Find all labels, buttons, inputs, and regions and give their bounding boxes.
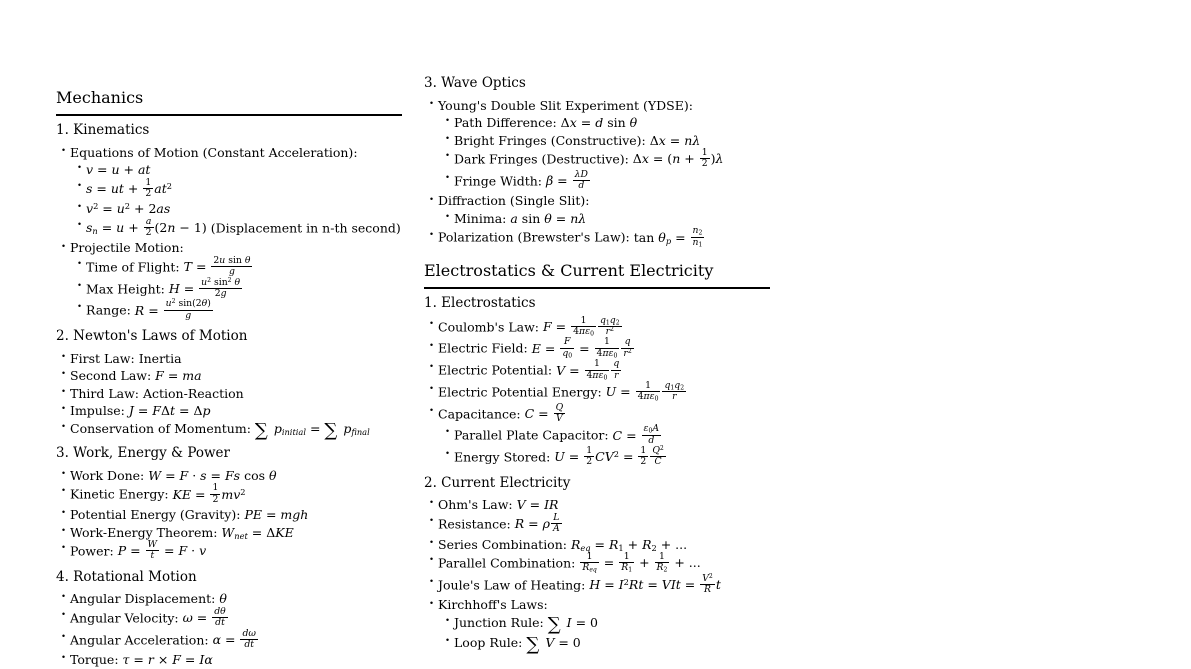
formula-item xyxy=(56,627,402,652)
formula-math: $\tan \theta_p$ = $\frac{n_2}{n_1}$ xyxy=(633,225,703,249)
fraction: $\frac{1}{2}$ xyxy=(586,445,593,468)
formula-item xyxy=(424,360,770,382)
formula-math: Δx = nλ xyxy=(649,132,701,148)
bullet-icon: • xyxy=(61,609,67,620)
formula-item xyxy=(424,149,770,171)
item-label: Capacitance: xyxy=(438,405,521,421)
bullet-icon: • xyxy=(429,194,435,205)
bullet-icon: • xyxy=(61,653,67,664)
item-label: Polarization (Brewster's Law): xyxy=(438,229,630,245)
item-label: Path Difference: xyxy=(454,115,557,131)
item-label: Coulomb's Law: xyxy=(438,319,540,335)
item-label: Resistance: xyxy=(438,516,511,532)
bullet-icon: • xyxy=(445,151,451,162)
item-label: First Law: Inertia xyxy=(70,350,182,366)
fraction: $\frac{1}{4\pi\varepsilon_0}$ xyxy=(596,336,618,360)
item-label: Third Law: Action-Reaction xyxy=(70,385,244,401)
bullet-icon: • xyxy=(61,241,67,252)
item-label: Parallel Combination: xyxy=(438,555,576,571)
formula-item xyxy=(424,614,770,634)
bullet-icon: • xyxy=(445,427,451,438)
bullet-icon: • xyxy=(429,383,435,394)
subsection-heading: 4. Rotational Motion xyxy=(56,568,197,585)
fraction: $\frac{\text{2u sin θ}}{g}$ xyxy=(213,254,251,278)
fraction: $\frac{1}{4\pi\varepsilon_0}$ xyxy=(637,379,659,403)
bullet-icon: • xyxy=(429,555,435,566)
bullet-icon: • xyxy=(429,318,435,329)
item-label: Second Law: xyxy=(70,368,152,384)
fraction: $\frac{1}{2}$ xyxy=(212,482,219,505)
fraction: $\frac{Q^2}{C}$ xyxy=(652,445,664,468)
formula-item xyxy=(424,496,770,514)
formula-item xyxy=(424,401,770,426)
fraction: $\frac{Q}{V}$ xyxy=(555,401,564,424)
item-label: Range: xyxy=(86,302,131,318)
bullet-icon: • xyxy=(61,508,67,519)
bullet-icon: • xyxy=(445,172,451,183)
item-label: Impulse: xyxy=(70,403,125,419)
bullet-icon: • xyxy=(429,515,435,526)
formula-math: KE = $\frac{1}{2}$ $mv^2$ xyxy=(172,482,246,505)
item-label: Fringe Width: xyxy=(454,173,542,189)
formula-item xyxy=(424,114,770,132)
item-label: Young's Double Slit Experiment (YDSE): xyxy=(438,97,693,113)
formula-math: E = $\frac{F}{q_0}$ = $\frac{1}{4\pi\varepsilon_0}$ $\frac{q}{r^2}$ xyxy=(531,336,632,360)
formula-math: Δx = d sin θ xyxy=(560,115,638,131)
bullet-icon: • xyxy=(61,369,67,380)
formula-item xyxy=(424,447,770,469)
formula-math: P = $\frac{W}{t}$ = F · v xyxy=(117,539,207,562)
formula-item xyxy=(56,350,402,368)
bullet-icon: • xyxy=(429,576,435,587)
formula-item xyxy=(56,144,402,162)
formula-math: τ = r × F = Iα xyxy=(122,652,213,668)
formula-item xyxy=(424,511,770,536)
summation-symbol: ∑ xyxy=(526,633,540,655)
formula-item xyxy=(56,215,402,240)
formula-item xyxy=(424,314,770,339)
bullet-icon: • xyxy=(429,598,435,609)
bullet-icon: • xyxy=(61,468,67,479)
item-label: Series Combination: xyxy=(438,536,567,552)
bullet-icon: • xyxy=(429,98,435,109)
formula-math: V = IR xyxy=(516,497,559,513)
formula-item xyxy=(424,168,770,193)
item-label: Angular Displacement: xyxy=(70,591,216,607)
formula-item xyxy=(56,420,402,440)
item-label: Potential Energy (Gravity): xyxy=(70,507,241,523)
formula-item xyxy=(56,385,402,403)
formula-math: R = ρ $\frac{L}{A}$ xyxy=(514,511,560,535)
formula-math: F = $\frac{1}{4\pi\varepsilon_0}$ $\frac{q_1q_2}{r^2}$ xyxy=(543,314,620,338)
bullet-icon: • xyxy=(445,212,451,223)
item-label: Parallel Plate Capacitor: xyxy=(454,427,609,443)
formula-math: F = ma xyxy=(155,368,202,384)
formula-math: β = $\frac{\lambda D}{d}$ xyxy=(545,168,588,192)
fraction: $\frac{F}{q_0}$ xyxy=(562,336,573,360)
item-label: Junction Rule: xyxy=(454,614,544,630)
formula-math: α = $\frac{d\omega}{dt}$ xyxy=(212,627,256,650)
formula-math: ∑ I = 0 xyxy=(547,614,598,636)
section-title: Mechanics xyxy=(56,88,402,116)
item-label: Projectile Motion: xyxy=(70,240,184,256)
formula-math: s = ut + $\frac{1}{2}$ $at^2$ xyxy=(86,176,172,199)
fraction: $\frac{\varepsilon_0A}{d}$ xyxy=(643,423,660,446)
fraction: $\frac{u^2 \sin(2\theta)}{g}$ xyxy=(165,298,211,321)
bullet-icon: • xyxy=(61,404,67,415)
bullet-icon: • xyxy=(429,405,435,416)
bullet-icon: • xyxy=(61,631,67,642)
formula-item xyxy=(424,210,770,228)
formula-item xyxy=(56,200,402,218)
fraction: $\frac{V^2}{R}$ xyxy=(702,572,713,596)
fraction: $\frac{q_1q_2}{r^2}$ xyxy=(599,314,620,338)
item-label: Max Height: xyxy=(86,281,165,297)
formula-math: U = $\frac{1}{4\pi\varepsilon_0}$ $\frac{q_1q_2}{r}$ xyxy=(605,379,685,403)
formula-math: v = u + at xyxy=(86,162,151,178)
bullet-icon: • xyxy=(61,421,67,432)
fraction: $\frac{1}{R_1}$ xyxy=(621,551,633,574)
bullet-icon: • xyxy=(77,202,83,213)
formula-math: U = $\frac{1}{2}$ $CV^2$ = $\frac{1}{2}$ $\frac{Q^2}{C}$ xyxy=(554,445,664,468)
item-label: Kirchhoff's Laws: xyxy=(438,597,548,613)
fraction: $\frac{1}{R_{eq}}$ xyxy=(582,551,597,574)
formula-item xyxy=(56,176,402,201)
bullet-icon: • xyxy=(429,340,435,351)
formula-math: $\frac{1}{R_{eq}}$ = $\frac{1}{R_1}$ + $\frac{1}{R_2}$ + ... xyxy=(582,551,701,574)
item-label: Diffraction (Single Slit): xyxy=(438,193,590,209)
fraction: $\frac{u^2 \sin^2 \theta}{2g}$ xyxy=(201,276,241,300)
item-label: Work Done: xyxy=(70,467,145,483)
subsection-heading: 2. Current Electricity xyxy=(424,474,571,491)
formula-item xyxy=(56,300,402,322)
item-label: Torque: xyxy=(70,652,119,668)
fraction: $\frac{W}{t}$ xyxy=(147,539,158,562)
item-label: Time of Flight: xyxy=(86,259,180,275)
formula-item xyxy=(424,596,770,614)
formula-item xyxy=(56,506,402,524)
formula-math: ∑ $p_{initial}$ = ∑ $p_{fnal}$ xyxy=(254,419,370,441)
fraction: $\frac{1}{2}$ xyxy=(145,176,152,199)
bullet-icon: • xyxy=(445,616,451,627)
formula-item xyxy=(56,254,402,279)
summation-symbol: ∑ xyxy=(547,614,561,636)
formula-math: $v^2 = u^2 + 2as$ xyxy=(86,201,171,217)
bullet-icon: • xyxy=(445,635,451,646)
item-label: Minima: xyxy=(454,210,507,226)
bullet-icon: • xyxy=(77,219,83,230)
formula-item xyxy=(56,524,402,542)
item-label: Ohm's Law: xyxy=(438,497,513,513)
formula-math: W = F · s = Fs cos θ xyxy=(148,467,277,483)
bullet-icon: • xyxy=(429,362,435,373)
formula-math: $W_{net} = \Delta KE$ xyxy=(221,524,294,541)
formula-item xyxy=(56,605,402,630)
bullet-icon: • xyxy=(445,133,451,144)
item-label: Equations of Motion (Constant Acceleration): xyxy=(70,144,358,160)
item-label: Bright Fringes (Constructive): xyxy=(454,132,646,148)
formula-math: a sin θ = nλ xyxy=(510,210,587,226)
subsection-heading: 3. Wave Optics xyxy=(424,75,526,91)
formula-item xyxy=(424,227,770,249)
item-label: Kinetic Energy: xyxy=(70,486,169,502)
bullet-icon: • xyxy=(445,116,451,127)
formula-item xyxy=(424,379,770,404)
formula-math: $s_n = u$ + $\frac{a}{2}$ (2n − 1) xyxy=(86,215,207,239)
fraction: $\frac{\lambda D}{d}$ xyxy=(574,168,588,192)
bullet-icon: • xyxy=(61,351,67,362)
bullet-icon: • xyxy=(77,280,83,291)
item-label: Energy Stored: xyxy=(454,449,551,465)
bullet-icon: • xyxy=(77,163,83,174)
formula-math: PE = mgh xyxy=(244,507,309,523)
formula-item xyxy=(424,634,770,654)
fraction: $\frac{1}{2}$ xyxy=(640,445,647,468)
item-label: Angular Velocity: xyxy=(70,610,179,626)
bullet-icon: • xyxy=(429,537,435,548)
formula-item xyxy=(424,97,770,115)
formula-item xyxy=(424,132,770,150)
column-optics-electrostatics xyxy=(424,75,770,653)
item-label: Electric Potential: xyxy=(438,362,553,378)
formula-math: ω = $\frac{d\theta}{dt}$ xyxy=(182,605,226,629)
subsection-heading: 3. Work, Energy & Power xyxy=(56,445,230,462)
item-label: Loop Rule: xyxy=(454,634,523,650)
item-label: Angular Acceleration: xyxy=(70,631,209,647)
fraction: $\frac{1}{R_2}$ xyxy=(656,551,668,574)
fraction: $\frac{q_1q_2}{r}$ xyxy=(664,379,685,403)
item-label: Electric Potential Energy: xyxy=(438,384,602,400)
formula-math: C = $\frac{Q}{V}$ xyxy=(524,401,564,424)
summation-symbol: ∑ xyxy=(254,419,268,441)
formula-item xyxy=(424,192,770,210)
formula-item xyxy=(56,276,402,301)
bullet-icon: • xyxy=(77,180,83,191)
formula-math: θ xyxy=(219,591,227,607)
fraction: $\frac{q}{r}$ xyxy=(613,358,620,381)
formula-math: $H = I^2Rt$ = VIt = $\frac{V^2}{R}$ t xyxy=(589,572,721,596)
bullet-icon: • xyxy=(61,543,67,554)
fraction: $\frac{d\theta}{dt}$ xyxy=(214,605,226,629)
formula-item xyxy=(56,651,402,669)
fraction: $\frac{n_2}{n_1}$ xyxy=(692,225,703,249)
formula-item xyxy=(56,161,402,179)
fraction: $\frac{1}{4\pi\varepsilon_0}$ xyxy=(573,314,594,338)
item-label: Joule's Law of Heating: xyxy=(438,577,586,593)
formula-item xyxy=(424,536,770,554)
subsection-heading: 2. Newton's Laws of Motion xyxy=(56,328,248,345)
formula-math: R = $\frac{u^2 \sin(2\theta)}{g}$ xyxy=(134,298,211,321)
formula-item xyxy=(56,484,402,506)
bullet-icon: • xyxy=(61,592,67,603)
formula-item xyxy=(424,425,770,447)
formula-math: H = $\frac{u^2 \sin^2 \theta}{2g}$ xyxy=(168,276,241,300)
formula-item xyxy=(424,572,770,597)
bullet-icon: • xyxy=(77,259,83,270)
formula-item xyxy=(424,338,770,360)
bullet-icon: • xyxy=(77,302,83,313)
fraction: $\frac{L}{A}$ xyxy=(552,511,560,535)
formula-math: T = $\frac{\text{2u sin θ}}{g}$ xyxy=(183,254,251,278)
bullet-icon: • xyxy=(429,229,435,240)
formula-item xyxy=(56,590,402,608)
formula-item xyxy=(56,367,402,385)
formula-math: V = $\frac{1}{4\pi\varepsilon_0}$ $\frac{q}{r}$ xyxy=(556,358,620,381)
item-label: Electric Field: xyxy=(438,340,528,356)
fraction: $\frac{q}{r^2}$ xyxy=(623,336,632,359)
formula-item xyxy=(56,402,402,420)
bullet-icon: • xyxy=(445,449,451,460)
subsection-heading: 1. Electrostatics xyxy=(424,295,536,312)
formula-math: $R_{eq} = R_1 + R_2$ + ... xyxy=(570,536,688,553)
bullet-icon: • xyxy=(429,498,435,509)
item-label: Dark Fringes (Destructive): xyxy=(454,151,629,167)
formula-item xyxy=(424,553,770,575)
summation-symbol: ∑ xyxy=(324,419,338,441)
formula-math: J = FΔt = Δp xyxy=(128,403,211,419)
bullet-icon: • xyxy=(61,486,67,497)
column-mechanics xyxy=(56,88,402,669)
item-note: (Displacement in n-th second) xyxy=(210,220,401,236)
item-label: Work-Energy Theorem: xyxy=(70,524,218,540)
formula-item xyxy=(56,467,402,485)
bullet-icon: • xyxy=(61,386,67,397)
bullet-icon: • xyxy=(61,525,67,536)
formula-math: ∑ V = 0 xyxy=(526,633,581,655)
item-label: Conservation of Momentum: xyxy=(70,420,251,436)
fraction: $\frac{1}{2}$ xyxy=(701,147,708,170)
formula-math: C = $\frac{\varepsilon_0A}{d}$ xyxy=(612,423,660,446)
bullet-icon: • xyxy=(61,145,67,156)
section-title: Electrostatics & Current Electricity xyxy=(424,261,770,289)
formula-item xyxy=(56,541,402,563)
fraction: $\frac{d\omega}{dt}$ xyxy=(242,627,256,650)
formula-math: Δx = (n + $\frac{1}{2}$ )λ xyxy=(632,147,724,170)
fraction: $\frac{1}{4\pi\varepsilon_0}$ xyxy=(586,358,608,381)
item-label: Power: xyxy=(70,543,114,559)
subsection-heading: 1. Kinematics xyxy=(56,122,150,138)
fraction: $\frac{a}{2}$ xyxy=(145,215,152,239)
